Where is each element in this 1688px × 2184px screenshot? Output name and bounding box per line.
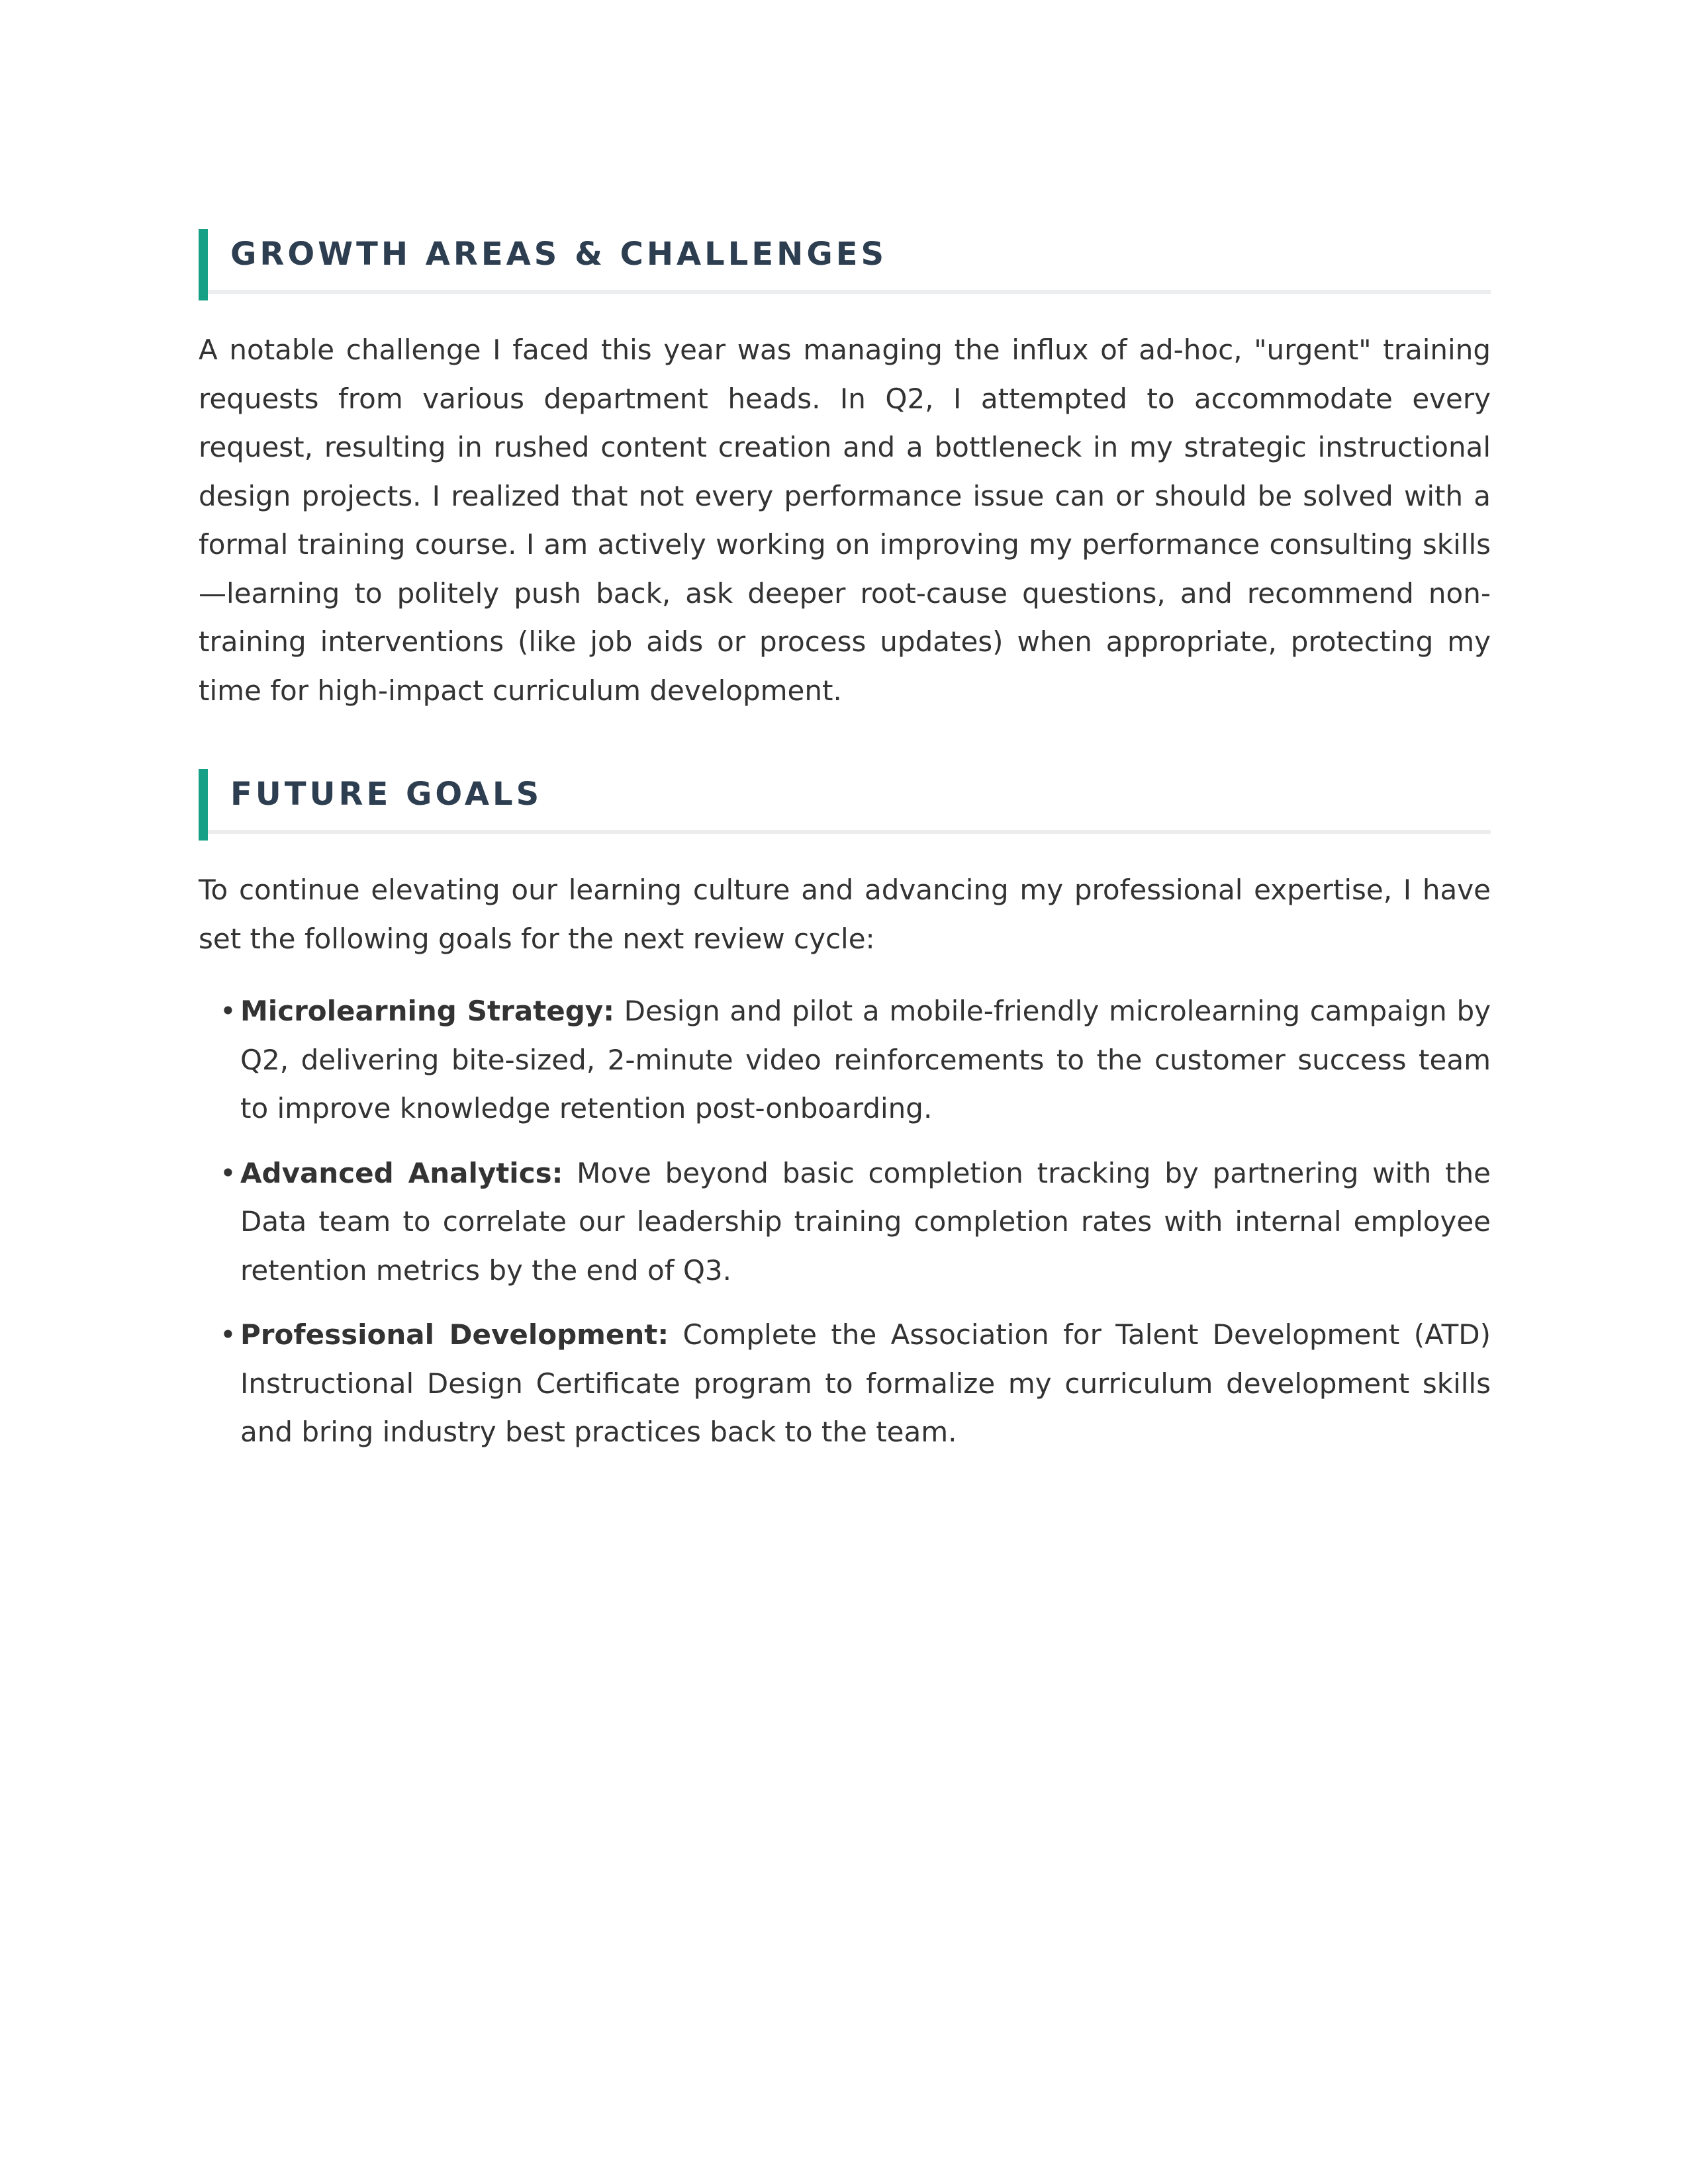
bullet-icon: • — [220, 1318, 236, 1351]
section-header — [199, 765, 1491, 834]
goal-label: Advanced Analytics: — [240, 1156, 563, 1189]
document-page — [199, 225, 1491, 1473]
goal-text: Complete the Association for Talent Development (ATD) Instructional Design Certificate program to formalize my curriculum development skills and bring industry best practices back to the team. — [240, 1318, 1491, 1448]
section-header — [199, 225, 1491, 294]
growth-areas-section — [199, 225, 1491, 715]
growth-paragraph: A notable challenge I faced this year was managing the influx of ad-hoc, "urgent" training requests from various department heads. In Q2, I attempted to accommodate every request, resulting in rushed content creation and a bottleneck in my strategic instructional design projects. I realized that not every performance issue can or should be solved with a formal training course. I am actively working on improving my performance consulting skills—learning to politely push back, ask deeper root-cause questions, and recommend non-training interventions (like job aids or process updates) when appropriate, protecting my time for high-impact curriculum development. — [199, 334, 1491, 707]
bullet-icon: • — [220, 1156, 236, 1189]
list-item — [199, 987, 1491, 1133]
section-title: FUTURE GOALS — [230, 776, 543, 813]
accent-bar — [199, 229, 208, 300]
list-item — [199, 1310, 1491, 1457]
section-title: GROWTH AREAS & CHALLENGES — [230, 236, 888, 273]
goal-label: Professional Development: — [240, 1318, 669, 1351]
goals-intro-paragraph: To continue elevating our learning culture and advancing my professional expertise, I have set the following goals for the next review cycle: — [199, 874, 1491, 955]
list-item — [199, 1149, 1491, 1295]
goal-text: Design and pilot a mobile-friendly microlearning campaign by Q2, delivering bite-sized, 2-minute video reinforcements to the customer success team to improve knowledge retention post-onboarding. — [240, 995, 1491, 1124]
future-goals-section — [199, 765, 1491, 1457]
bullet-icon: • — [220, 995, 236, 1027]
goal-label: Microlearning Strategy: — [240, 995, 614, 1027]
goals-list — [199, 987, 1491, 1457]
goal-text: Move beyond basic completion tracking by partnering with the Data team to correlate our leadership training completion rates with internal employee retention metrics by the end of Q3. — [240, 1156, 1491, 1287]
accent-bar — [199, 769, 208, 841]
